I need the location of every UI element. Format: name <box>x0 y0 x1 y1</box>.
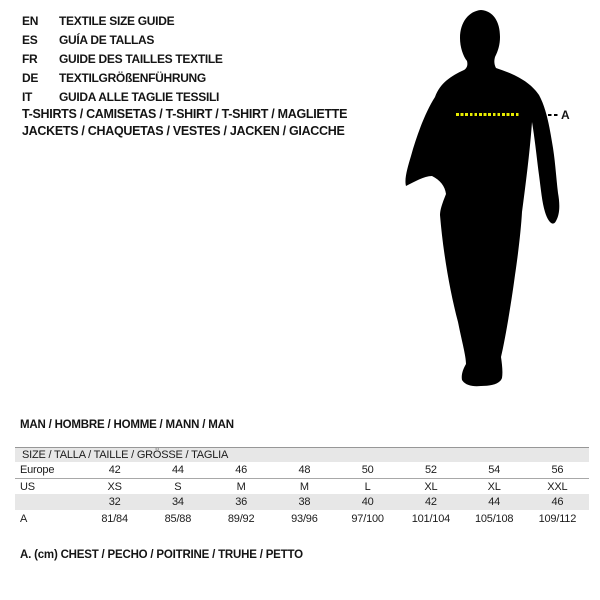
category-list <box>22 106 347 140</box>
cell: XS <box>107 480 122 493</box>
man-silhouette-svg <box>390 0 600 420</box>
cell: 52 <box>424 464 437 476</box>
language-label: TEXTILGRÖßENFÜHRUNG <box>59 71 206 85</box>
cell: 56 <box>551 464 564 476</box>
size-table-header: SIZE / TALLA / TAILLE / GRÖSSE / TAGLIA <box>15 447 589 462</box>
cell: L <box>364 480 371 493</box>
cell: 40 <box>361 496 374 508</box>
category-tshirts: T-SHIRTS / CAMISETAS / T-SHIRT / T-SHIRT / MAGLIETTE <box>22 107 348 121</box>
category-jackets: JACKETS / CHAQUETAS / VESTES / JACKEN / GIACCHE <box>22 124 345 138</box>
cell: XXL <box>547 480 568 493</box>
cell: 81/84 <box>101 512 128 525</box>
cell: S <box>174 480 182 493</box>
cell: XL <box>424 480 438 493</box>
size-table <box>15 447 589 527</box>
cell: 46 <box>235 464 248 476</box>
cell: 109/112 <box>538 512 577 525</box>
cell: 50 <box>361 464 374 476</box>
cell: 38 <box>298 496 311 508</box>
language-label: GUIDE DES TAILLES TEXTILE <box>59 52 223 66</box>
cell: 44 <box>488 496 501 508</box>
cell: 105/108 <box>474 512 514 525</box>
cell: 34 <box>171 496 184 508</box>
section-title-man: MAN / HOMBRE / HOMME / MANN / MAN <box>20 419 234 431</box>
language-row <box>22 88 223 107</box>
chest-measure-dash-line <box>456 113 519 116</box>
language-code: DE <box>22 71 39 85</box>
cell: XL <box>487 480 501 493</box>
cell: 36 <box>235 496 248 508</box>
language-label: TEXTILE SIZE GUIDE <box>59 14 175 28</box>
cell: 46 <box>551 496 564 508</box>
row-label: Europe <box>20 464 55 476</box>
cell: 85/88 <box>164 512 192 525</box>
language-code: ES <box>22 33 38 47</box>
cell: M <box>236 480 246 493</box>
language-list <box>22 12 223 107</box>
row-label: US <box>20 480 35 493</box>
cell: M <box>299 480 309 493</box>
cell: 32 <box>108 496 121 508</box>
man-silhouette <box>390 0 600 420</box>
cell: 42 <box>108 464 121 476</box>
language-label: GUIDA ALLE TAGLIE TESSILI <box>59 90 220 104</box>
measure-label-a: A <box>561 108 570 122</box>
man-body-shape <box>405 10 559 386</box>
measure-callout-dash-line <box>542 114 559 116</box>
table-row-europe <box>15 462 589 479</box>
language-label: GUÍA DE TALLAS <box>59 33 155 47</box>
footnote-chest: A. (cm) CHEST / PECHO / POITRINE / TRUHE / PETTO <box>20 549 303 561</box>
language-row <box>22 69 223 88</box>
cell: 54 <box>488 464 501 476</box>
language-code: EN <box>22 14 39 28</box>
row-label: A <box>20 512 28 525</box>
cell: 42 <box>424 496 437 508</box>
language-code: IT <box>22 90 33 104</box>
cell: 93/96 <box>291 512 318 525</box>
language-row <box>22 31 223 50</box>
table-row-us <box>15 479 589 494</box>
cell: 44 <box>171 464 184 476</box>
cell: 101/104 <box>411 512 451 525</box>
language-row <box>22 50 223 69</box>
table-row-numeric <box>15 494 589 510</box>
language-row <box>22 12 223 31</box>
cell: 97/100 <box>351 512 384 525</box>
cell: 89/92 <box>227 512 255 525</box>
table-row-chest-a <box>15 510 589 527</box>
cell: 48 <box>298 464 311 476</box>
language-code: FR <box>22 52 38 66</box>
